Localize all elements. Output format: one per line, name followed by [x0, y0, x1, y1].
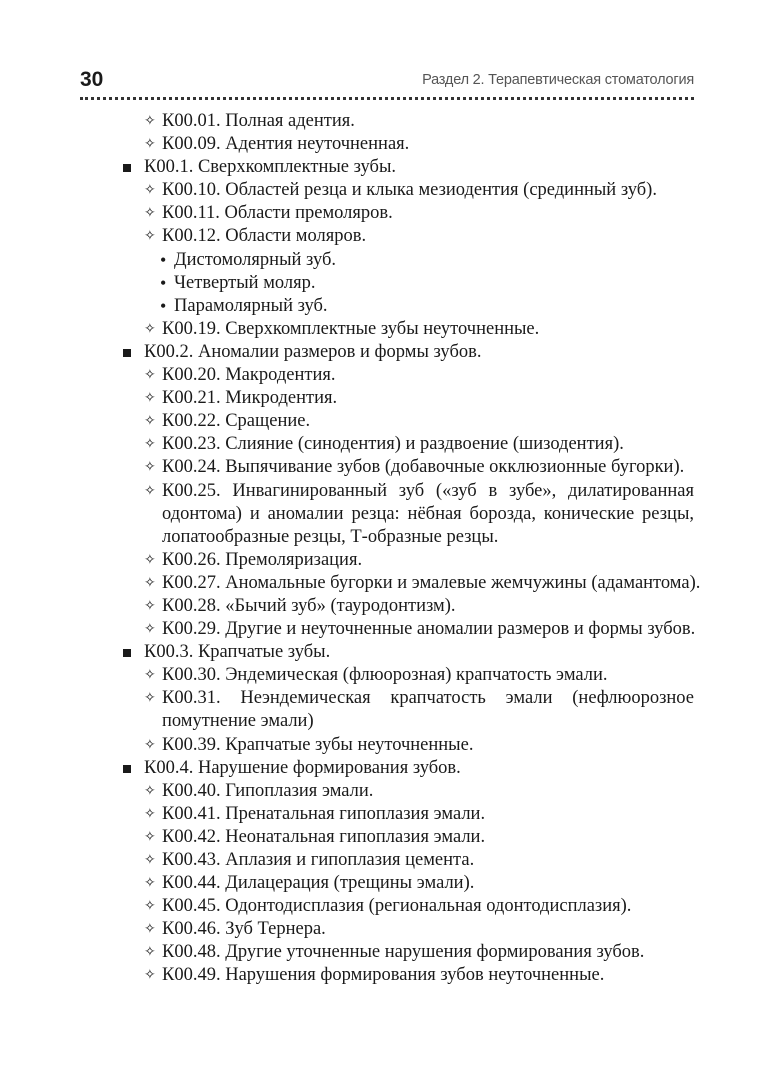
diamond-star-icon: ✧	[144, 736, 156, 753]
code-item	[80, 202, 694, 225]
item-text: К00.28. «Бычий зуб» (тауродонтизм).	[162, 595, 456, 616]
item-text: К00.27. Аномальные бугорки и эмалевые жемчужины (адамантома).	[162, 572, 701, 593]
section-item	[80, 156, 694, 179]
diamond-star-icon: ✧	[144, 667, 156, 684]
code-item	[80, 179, 694, 202]
code-item	[80, 826, 694, 849]
diamond-star-icon: ✧	[144, 551, 156, 568]
diamond-star-icon: ✧	[144, 182, 156, 199]
code-item	[80, 964, 694, 987]
diamond-star-icon: ✧	[144, 574, 156, 591]
diamond-star-icon: ✧	[144, 459, 156, 476]
item-text: К00.4. Нарушение формирования зубов.	[144, 757, 461, 778]
diamond-star-icon: ✧	[144, 390, 156, 407]
running-head: Раздел 2. Терапевтическая стоматология	[422, 72, 694, 88]
item-text: К00.29. Другие и неуточненные аномалии размеров и формы зубов.	[162, 619, 696, 640]
diamond-star-icon: ✧	[144, 228, 156, 245]
code-item	[80, 318, 694, 341]
page-number: 30	[80, 68, 104, 91]
section-item	[80, 641, 694, 664]
item-text: К00.2. Аномалии размеров и формы зубов.	[144, 341, 482, 362]
item-text: К00.11. Области премоляров.	[162, 203, 393, 224]
diamond-star-icon: ✧	[144, 875, 156, 892]
diamond-star-icon: ✧	[144, 136, 156, 153]
item-text: К00.44. Дилацерация (трещины эмали).	[162, 873, 475, 894]
item-text: К00.49. Нарушения формирования зубов неуточненные.	[162, 965, 605, 986]
item-text: К00.25. Инвагинированный зуб («зуб в зубе», дилатированная одонтома) и аномалии резца: нёбная борозда, конические резцы, лопатообразные резцы, Т-образные резцы.	[162, 480, 694, 547]
item-text: К00.41. Пренатальная гипоплазия эмали.	[162, 803, 486, 824]
diamond-star-icon: ✧	[144, 690, 156, 707]
item-text: Дистомолярный зуб.	[174, 249, 336, 270]
subtype-item	[80, 249, 694, 272]
code-item	[80, 895, 694, 918]
diamond-star-icon: ✧	[144, 597, 156, 614]
code-item	[80, 687, 694, 733]
diamond-star-icon: ✧	[144, 367, 156, 384]
code-item	[80, 918, 694, 941]
diamond-star-icon: ✧	[144, 921, 156, 938]
item-text: К00.10. Областей резца и клыка мезиодентия (срединный зуб).	[162, 180, 657, 201]
diamond-star-icon: ✧	[144, 967, 156, 984]
item-text: К00.45. Одонтодисплазия (региональная одонтодисплазия).	[162, 896, 632, 917]
item-text: К00.01. Полная адентия.	[162, 111, 355, 131]
subtype-item	[80, 272, 694, 295]
diamond-star-icon: ✧	[144, 413, 156, 430]
item-text: Парамолярный зуб.	[174, 295, 328, 316]
diamond-star-icon: ✧	[144, 944, 156, 961]
item-text: К00.20. Макродентия.	[162, 365, 336, 386]
section-item	[80, 341, 694, 364]
round-bullet-icon: •	[160, 295, 167, 316]
code-item	[80, 133, 694, 156]
code-item	[80, 618, 694, 641]
square-bullet-icon	[123, 765, 131, 773]
code-item	[80, 803, 694, 826]
item-text: К00.24. Выпячивание зубов (добавочные окклюзионные бугорки).	[162, 457, 685, 478]
diamond-star-icon: ✧	[144, 828, 156, 845]
diamond-star-icon: ✧	[144, 898, 156, 915]
code-item	[80, 387, 694, 410]
code-item	[80, 549, 694, 572]
diamond-star-icon: ✧	[144, 852, 156, 868]
round-bullet-icon: •	[160, 249, 167, 270]
item-text: К00.42. Неонатальная гипоплазия эмали.	[162, 826, 486, 847]
square-bullet-icon	[123, 349, 131, 357]
classification-list	[80, 110, 701, 988]
item-text: К00.39. Крапчатые зубы неуточненные.	[162, 734, 474, 755]
item-text: К00.19. Сверхкомплектные зубы неуточненные.	[162, 318, 540, 339]
diamond-star-icon: ✧	[144, 482, 156, 499]
code-item	[80, 872, 694, 895]
item-text: К00.31. Неэндемическая крапчатость эмали (нефлюорозное помутнение эмали)	[162, 688, 694, 732]
item-text: К00.23. Слияние (синодентия) и раздвоение (шизодентия).	[162, 434, 624, 455]
code-item	[80, 410, 694, 433]
diamond-star-icon: ✧	[144, 782, 156, 799]
item-text: К00.21. Микродентия.	[162, 388, 338, 409]
diamond-star-icon: ✧	[144, 436, 156, 453]
item-text: К00.30. Эндемическая (флюорозная) крапчатость эмали.	[162, 665, 608, 686]
item-text: К00.43. Аплазия и гипоплазия цемента.	[162, 850, 475, 870]
diamond-star-icon: ✧	[144, 113, 156, 129]
item-text: К00.1. Сверхкомплектные зубы.	[144, 157, 397, 178]
item-text: К00.3. Крапчатые зубы.	[144, 642, 331, 663]
diamond-star-icon: ✧	[144, 320, 156, 337]
item-text: К00.26. Премоляризация.	[162, 549, 363, 570]
code-item	[80, 780, 694, 803]
code-item	[80, 941, 694, 964]
diamond-star-icon: ✧	[144, 621, 156, 638]
diamond-star-icon: ✧	[144, 805, 156, 822]
item-text: К00.46. Зуб Тернера.	[162, 919, 326, 940]
square-bullet-icon	[123, 164, 131, 172]
item-text: К00.48. Другие уточненные нарушения формирования зубов.	[162, 942, 645, 963]
section-item	[80, 757, 694, 780]
code-item	[80, 480, 694, 549]
square-bullet-icon	[123, 649, 131, 657]
page-header	[80, 66, 694, 96]
item-text: Четвертый моляр.	[174, 272, 316, 293]
subtype-item	[80, 295, 694, 318]
code-item	[80, 664, 694, 687]
round-bullet-icon: •	[160, 272, 167, 293]
code-item	[80, 734, 694, 757]
item-text: К00.40. Гипоплазия эмали.	[162, 780, 374, 801]
item-text: К00.09. Адентия неуточненная.	[162, 134, 410, 155]
code-item	[80, 433, 694, 456]
code-item	[80, 595, 694, 618]
code-item	[80, 225, 694, 248]
code-item	[80, 572, 701, 595]
code-item	[80, 364, 694, 387]
diamond-star-icon: ✧	[144, 205, 156, 222]
code-item	[80, 849, 694, 872]
item-text: К00.22. Сращение.	[162, 411, 311, 432]
code-item	[80, 456, 694, 479]
code-item	[80, 110, 694, 133]
item-text: К00.12. Области моляров.	[162, 226, 367, 247]
header-dotted-rule	[80, 97, 694, 100]
